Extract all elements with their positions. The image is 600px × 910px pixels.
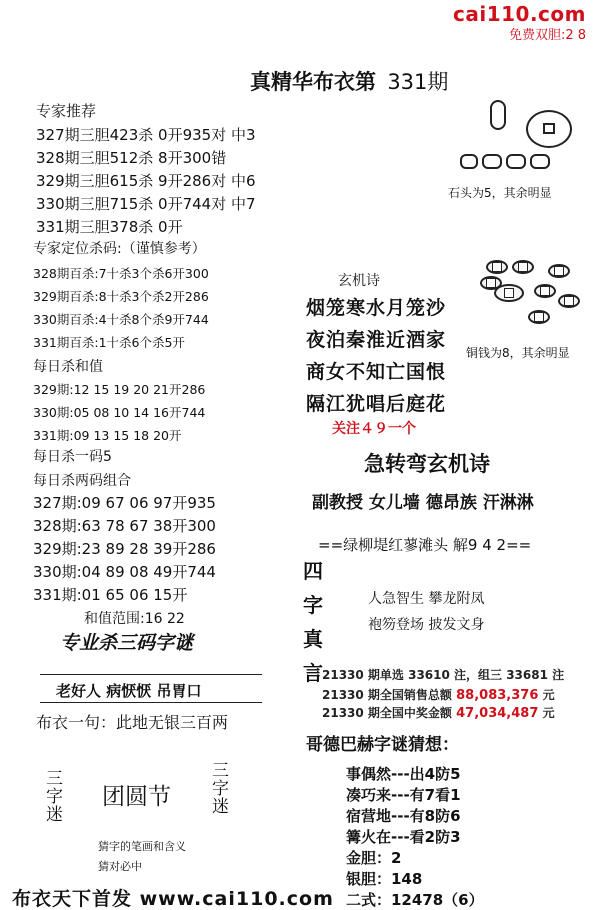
sizi-vertical <box>303 554 323 690</box>
position-heading: 专家定位杀码:（谨慎参考） <box>33 241 206 257</box>
stats-label: 21330 期全国中奖金额 <box>322 706 452 720</box>
expert-row: 329期三胆615杀 9开286对 中6 <box>36 172 256 190</box>
stone-coin <box>526 110 572 148</box>
site-brand: cai110.com <box>453 2 586 26</box>
stats-row-1: 21330 期单选 33610 注，组三 33681 注 <box>322 668 565 682</box>
stats-row-3 <box>322 704 555 721</box>
riddle-center: 团圆节 <box>102 784 171 810</box>
stones-illustration <box>440 96 590 186</box>
coin <box>528 310 550 324</box>
two-code-row: 330期:04 89 08 49开744 <box>33 563 216 581</box>
stones-caption: 石头为5，其余明显 <box>448 186 552 200</box>
divider-bottom <box>40 702 262 703</box>
riddle-left-char: 迷 <box>46 805 63 825</box>
coin-large <box>494 284 524 302</box>
two-code-row: 327期:09 67 06 97开935 <box>33 494 216 512</box>
sizi-row-1: 人急智生 攀龙附凤 <box>368 591 485 607</box>
expert-row: 330期三胆715杀 0开744对 中7 <box>36 195 256 213</box>
title-prefix: 真精华布衣第 <box>250 70 376 94</box>
goethe-row: 篝火在---看2防3 <box>346 828 461 846</box>
riddle-left-char: 三 <box>46 769 63 789</box>
poem-line: 夜泊秦淮近酒家 <box>306 329 447 351</box>
two-code-heading: 每日杀两码组合 <box>33 473 131 489</box>
goethe-silver: 银胆：148 <box>346 870 423 888</box>
expert-list <box>36 124 256 239</box>
old-man-clue: 老好人 病恹恹 吊胃口 <box>56 682 202 700</box>
goethe-row: 宿营地---有8防6 <box>346 807 461 825</box>
jizhuan-line: 副教授 女儿墙 德昂族 汗淋淋 <box>312 493 534 513</box>
kill-three-title: 专业杀三码字谜 <box>60 632 194 654</box>
position-list <box>33 262 209 354</box>
stone <box>530 154 550 169</box>
stone <box>482 154 502 169</box>
position-row: 331期百杀:1十杀6个杀5开 <box>33 335 185 350</box>
goethe-gold: 金胆：2 <box>346 849 402 867</box>
stats-row-2 <box>322 686 555 703</box>
riddle-right-char: 三 <box>212 761 229 781</box>
coin <box>534 284 556 298</box>
buyi-saying: 布衣一句：此地无银三百两 <box>36 713 229 732</box>
title-issue: 331期 <box>387 70 449 94</box>
stats-sales-value: 88,083,376 <box>456 688 539 703</box>
coin <box>512 260 534 274</box>
stats-label: 21330 期全国销售总额 <box>322 688 452 702</box>
focus-note: 关注４９一个 <box>332 421 416 437</box>
sum-row: 330期:05 08 10 14 16开744 <box>33 405 206 420</box>
stats-unit: 元 <box>542 688 555 702</box>
stats-unit: 元 <box>542 706 555 720</box>
xuanji-heading: 玄机诗 <box>338 273 380 289</box>
stone <box>506 154 526 169</box>
two-code-row: 331期:01 65 06 15开 <box>33 586 188 604</box>
stats-prize-value: 47,034,487 <box>456 706 539 721</box>
expert-heading: 专家推荐 <box>36 102 97 120</box>
riddle-right-char: 字 <box>212 779 229 799</box>
riddle-hint-1: 猜字的笔画和含义 <box>98 840 186 853</box>
page-title <box>250 66 448 96</box>
coin <box>558 294 580 308</box>
liu-line: ==绿柳堤红蓼滩头 解9 4 2== <box>318 536 532 554</box>
riddle-left-char: 字 <box>46 787 63 807</box>
two-code-row: 328期:63 78 67 38开300 <box>33 517 216 535</box>
xuanji-poem <box>306 292 446 420</box>
coins-illustration <box>472 254 588 334</box>
goethe-list <box>346 764 484 910</box>
free-pick: 免费双胆:2 8 <box>508 28 586 43</box>
sum-row: 329期:12 15 19 20 21开286 <box>33 382 206 397</box>
divider-top <box>40 674 262 675</box>
position-row: 329期百杀:8十杀3个杀2开286 <box>33 289 209 304</box>
position-row: 330期百杀:4十杀8个杀9开744 <box>33 312 209 327</box>
footer-slogan: 布衣天下首发 www.cai110.com <box>12 888 334 910</box>
sum-row: 331期:09 13 15 18 20开 <box>33 428 182 443</box>
riddle-right-char: 迷 <box>212 797 229 817</box>
riddle-hint-2: 猜对必中 <box>98 860 142 873</box>
sizi-char: 言 <box>303 661 323 685</box>
jizhuan-heading: 急转弯玄机诗 <box>364 452 490 476</box>
sum-range: 和值范围:16 22 <box>84 611 185 627</box>
stone-tall <box>490 100 506 130</box>
position-row: 328期百杀:7十杀3个杀6开300 <box>33 266 209 281</box>
goethe-row: 凑巧来---有7看1 <box>346 786 461 804</box>
sum-heading: 每日杀和值 <box>33 359 103 375</box>
poem-line: 商女不知亡国恨 <box>306 361 447 383</box>
goethe-row: 事偶然---出4防5 <box>346 765 461 783</box>
expert-row: 327期三胆423杀 0开935对 中3 <box>36 126 256 144</box>
poem-line: 隔江犹唱后庭花 <box>306 393 447 415</box>
two-code-list <box>33 492 216 607</box>
coin <box>548 264 570 278</box>
one-code: 每日杀一码5 <box>33 449 112 465</box>
coins-caption: 铜钱为8，其余明显 <box>466 346 570 360</box>
riddle-right-vertical <box>212 762 229 816</box>
riddle-left-vertical <box>46 770 63 824</box>
sizi-char: 真 <box>303 627 323 651</box>
stone <box>460 154 478 169</box>
coin <box>486 260 508 274</box>
sum-list <box>33 378 205 447</box>
two-code-row: 329期:23 89 28 39开286 <box>33 540 216 558</box>
expert-row: 328期三胆512杀 8开300错 <box>36 149 227 167</box>
expert-row: 331期三胆378杀 0开 <box>36 218 183 236</box>
goethe-heading: 哥德巴赫字谜猜想： <box>306 735 459 755</box>
sizi-char: 字 <box>303 593 323 617</box>
sizi-row-2: 袍笏登场 披发文身 <box>368 617 485 633</box>
sizi-char: 四 <box>303 559 323 583</box>
poem-line: 烟笼寒水月笼沙 <box>306 297 447 319</box>
goethe-erqi: 二式：12478（6） <box>346 891 484 909</box>
